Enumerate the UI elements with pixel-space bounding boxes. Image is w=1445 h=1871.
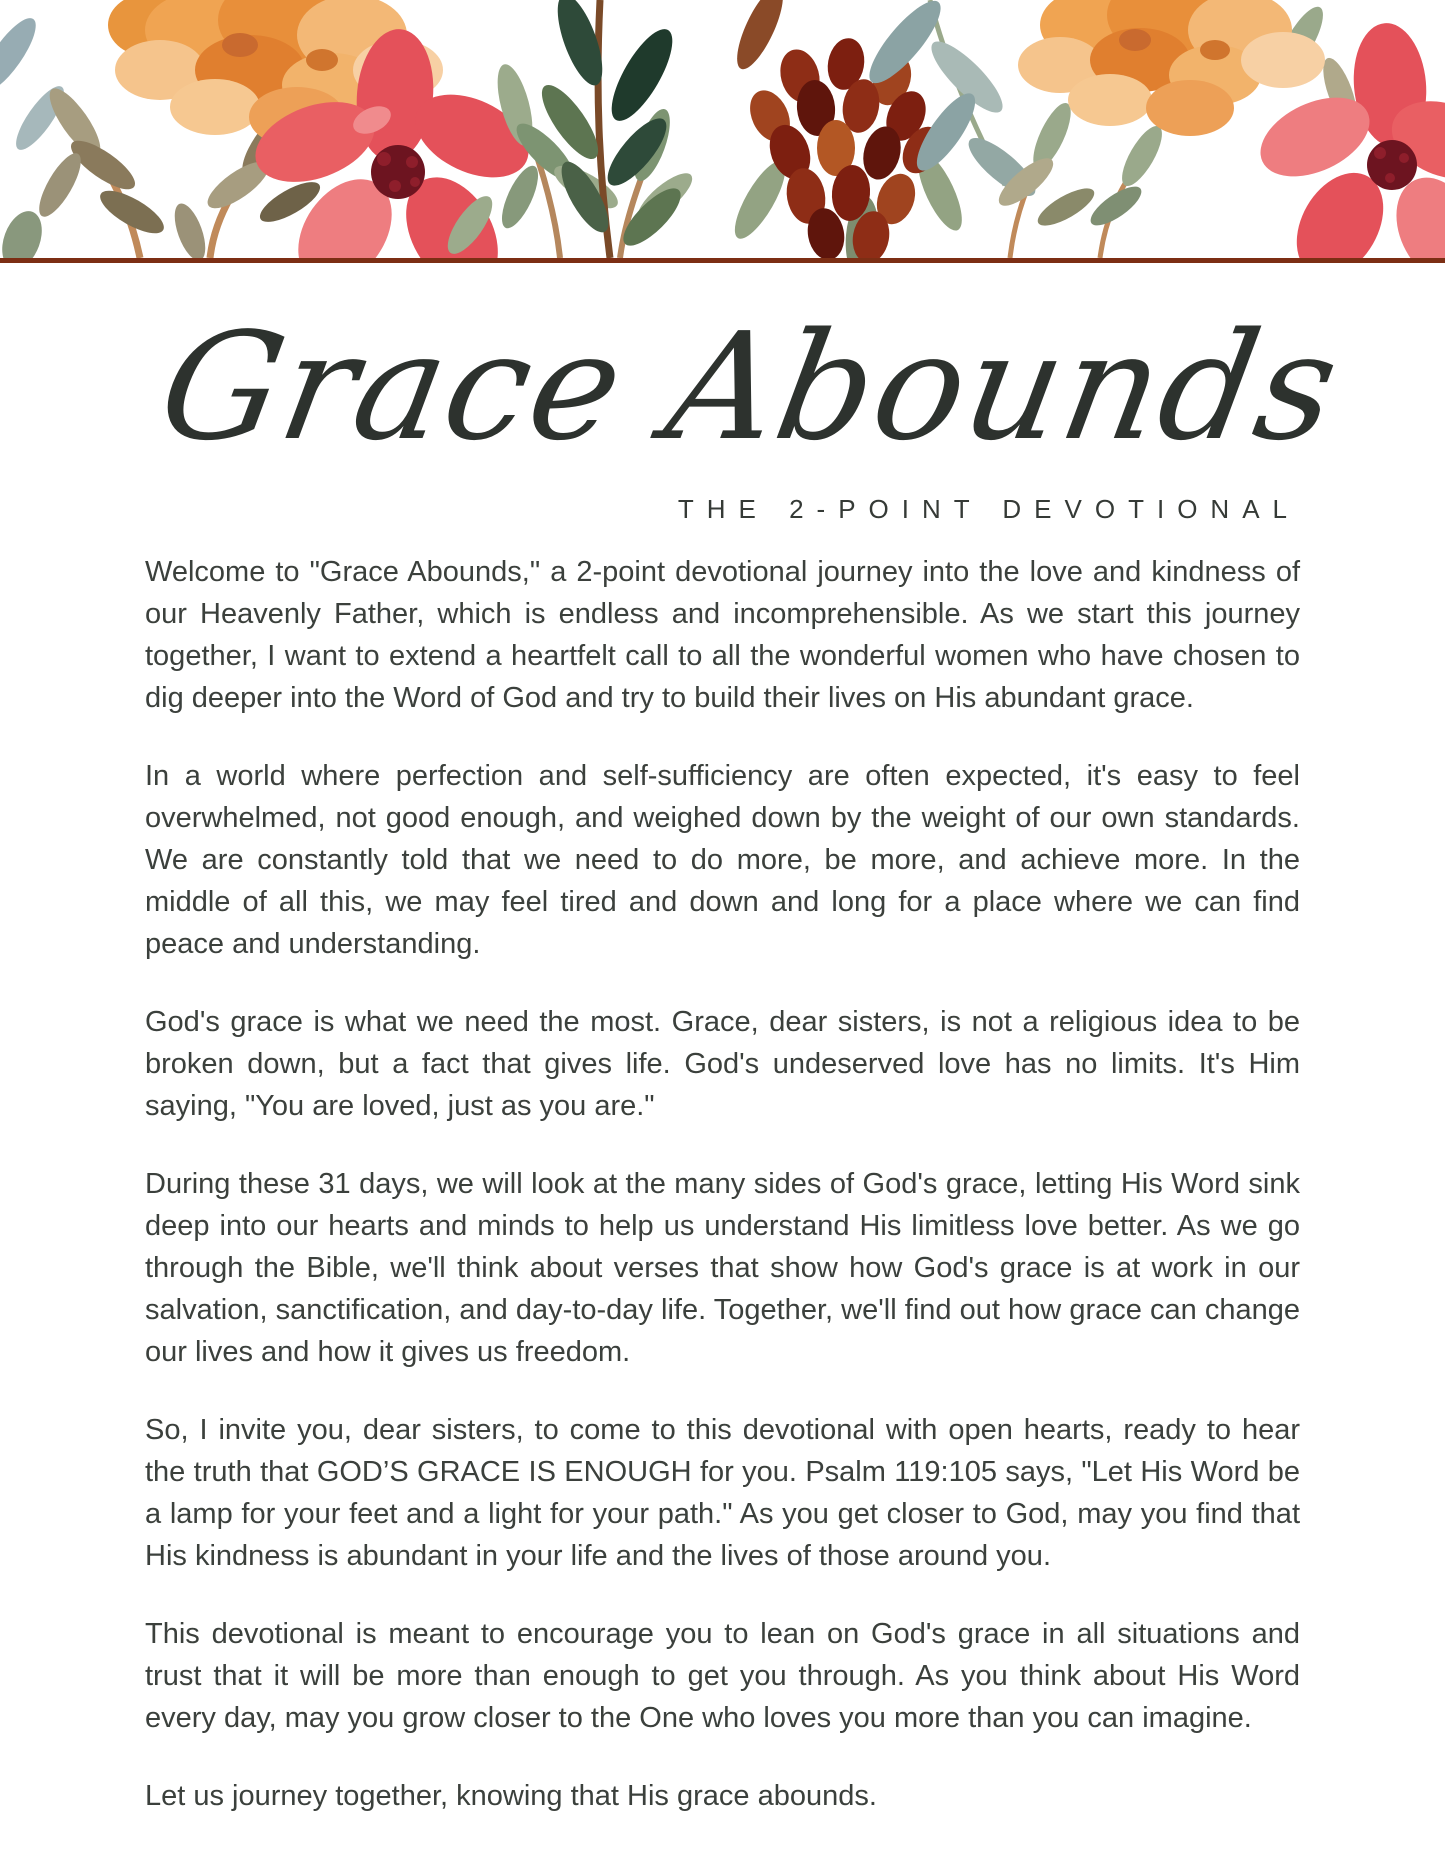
page-title: Grace Abounds	[148, 301, 1352, 473]
body-paragraph: During these 31 days, we will look at the many sides of God's grace, letting His Word sink deep into our hearts and minds to help us understand His limitless love better. As we go through the Bible, we'll think about verses that show how God's grace is at work in our salvation, sanctification, and day-to-day life. Together, we'll find out how grace can change our lives and how it gives us freedom.	[145, 1168, 1300, 1368]
body-paragraph: So, I invite you, dear sisters, to come to this devotional with open hearts, ready to hear the truth that GOD’S GRACE IS ENOUGH for you. Psalm 119:105 says, "Let His Word be a lamp for your feet and a light for your path." As you get closer to God, may you find that His kindness is abundant in your life and the lives of those around you.	[145, 1414, 1300, 1572]
body-paragraph-closing: Let us journey together, knowing that His grace abounds.	[145, 1780, 877, 1812]
body-paragraph: Welcome to "Grace Abounds," a 2-point devotional journey into the love and kindness of our Heavenly Father, which is endless and incomprehensible. As we start this journey together, I want to extend a heartfelt call to all the wonderful women who have chosen to dig deeper into the Word of God and try to build their lives on His abundant grace.	[145, 556, 1300, 714]
body-paragraph: This devotional is meant to encourage you to lean on God's grace in all situations and trust that it will be more than enough to get you through. As you think about His Word every day, may you grow closer to the One who loves you more than you can imagine.	[145, 1618, 1300, 1734]
body-paragraph: God's grace is what we need the most. Grace, dear sisters, is not a religious idea to be broken down, but a fact that gives life. God's undeserved love has no limits. It's Him saying, "You are loved, just as you are."	[145, 1006, 1300, 1122]
watercolor-floral-banner-image	[0, 0, 1445, 258]
corner-leaf-icon	[0, 11, 72, 258]
devotional-body	[0, 525, 1445, 1817]
page-subtitle: THE 2-POINT DEVOTIONAL	[677, 494, 1300, 524]
body-paragraph: In a world where perfection and self-sufficiency are often expected, it's easy to feel overwhelmed, not good enough, and weighed down by the weight of our own standards. We are constantly told that we need to do more, be more, and achieve more. In the middle of all this, we may feel tired and down and long for a place where we can find peace and understanding.	[145, 760, 1300, 960]
